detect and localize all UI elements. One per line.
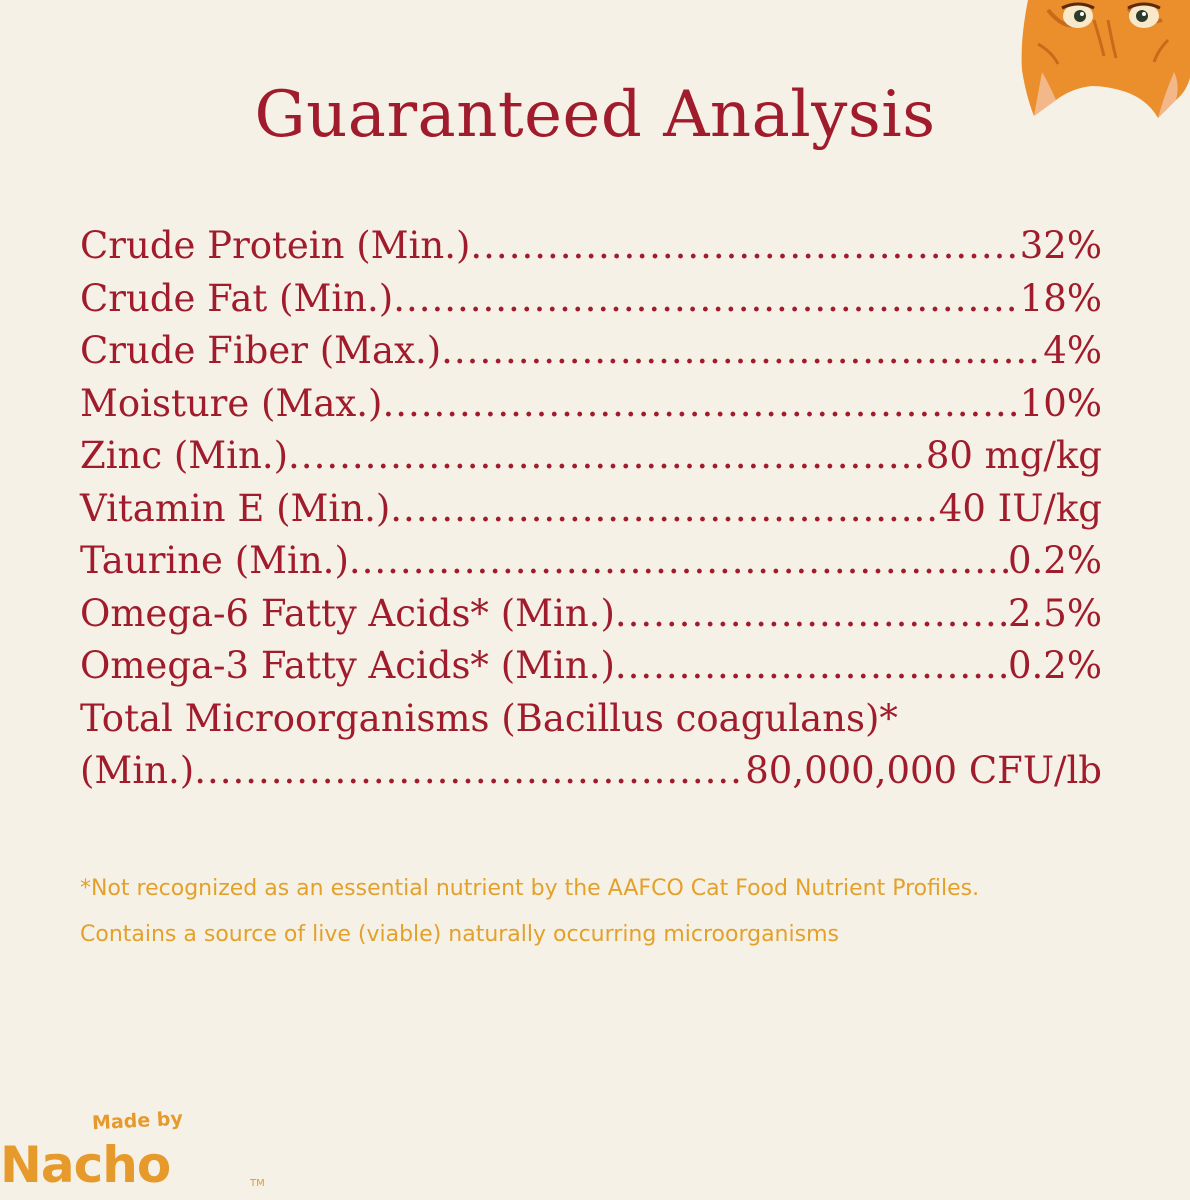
- footnote-aafco: *Not recognized as an essential nutrient by the AAFCO Cat Food Nutrient Profiles.: [80, 876, 980, 901]
- row-value: 80,000,000 CFU/lb: [745, 749, 1102, 792]
- dot-leader: [390, 487, 938, 530]
- dot-leader: [393, 277, 1020, 320]
- row-label: (Min.): [80, 749, 195, 792]
- analysis-row-crude-fiber: [80, 329, 1102, 382]
- analysis-row-microorganisms-min: [80, 749, 1102, 802]
- row-label: Taurine (Min.): [80, 539, 349, 582]
- row-label: Total Microorganisms (Bacillus coagulans)*: [80, 696, 898, 740]
- analysis-row-omega-6: [80, 592, 1102, 645]
- analysis-row-crude-fat: [80, 277, 1102, 330]
- dot-leader: [615, 644, 1008, 687]
- dot-leader: [194, 749, 745, 792]
- dot-leader: [470, 224, 1019, 267]
- made-by-text: Made by: [91, 1107, 184, 1135]
- row-value: 40 IU/kg: [938, 486, 1102, 530]
- dot-leader: [349, 539, 1008, 582]
- row-value: 0.2%: [1008, 644, 1102, 687]
- row-label: Vitamin E (Min.): [80, 486, 391, 530]
- footnote-microorganisms: Contains a source of live (viable) naturally occurring microorganisms: [80, 922, 839, 947]
- brand-logo: [0, 1100, 300, 1200]
- page-title: Guaranteed Analysis: [254, 78, 936, 152]
- analysis-table: [80, 224, 1102, 802]
- brand-name: Nacho: [0, 1136, 171, 1194]
- dot-leader: [441, 329, 1043, 372]
- row-label: Omega-6 Fatty Acids* (Min.): [80, 591, 615, 635]
- trademark-mark: TM: [250, 1178, 265, 1189]
- row-value: 18%: [1019, 276, 1102, 320]
- analysis-row-omega-3: [80, 644, 1102, 697]
- dot-leader: [288, 434, 926, 477]
- row-label: Crude Fiber (Max.): [80, 329, 442, 372]
- analysis-row-zinc: [80, 434, 1102, 487]
- row-label: Crude Fat (Min.): [80, 276, 394, 320]
- analysis-row-crude-protein: [80, 224, 1102, 277]
- analysis-row-moisture: [80, 382, 1102, 435]
- analysis-row-microorganisms: [80, 697, 1102, 750]
- row-label: Omega-3 Fatty Acids* (Min.): [80, 644, 615, 687]
- analysis-row-taurine: [80, 539, 1102, 592]
- row-label: Zinc (Min.): [80, 434, 289, 477]
- row-value: 80 mg/kg: [925, 434, 1102, 477]
- analysis-row-vitamin-e: [80, 487, 1102, 540]
- row-value: 32%: [1019, 224, 1102, 267]
- cat-face-icon: [1008, 0, 1190, 122]
- row-label: Moisture (Max.): [80, 381, 383, 425]
- row-label: Crude Protein (Min.): [80, 224, 471, 267]
- row-value: 10%: [1019, 381, 1102, 425]
- row-value: 0.2%: [1008, 539, 1102, 582]
- footnotes: [80, 870, 1120, 962]
- row-value: 2.5%: [1008, 591, 1102, 635]
- row-value: 4%: [1043, 329, 1102, 372]
- dot-leader: [382, 382, 1019, 425]
- dot-leader: [615, 592, 1008, 635]
